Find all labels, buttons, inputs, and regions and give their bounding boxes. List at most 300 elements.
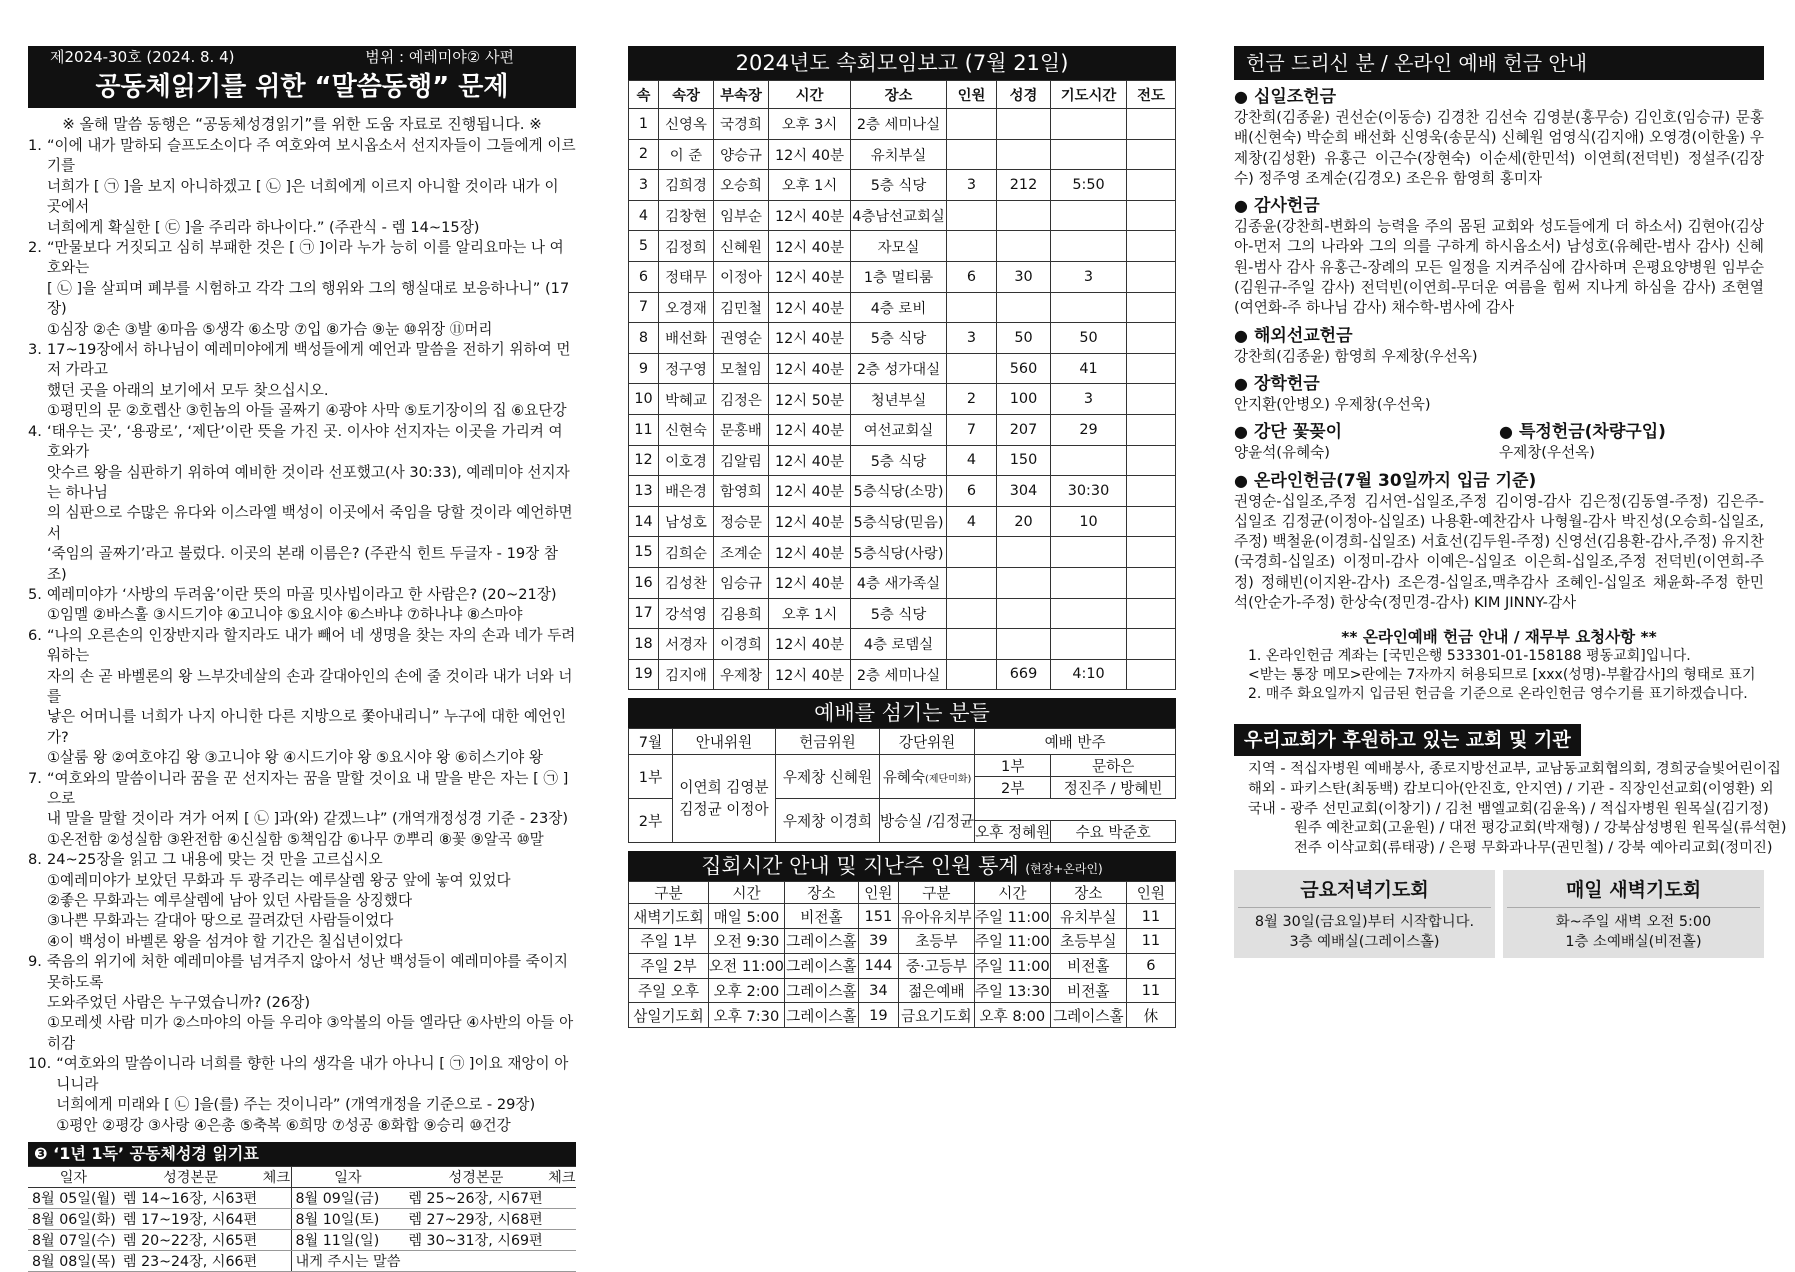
meeting-cell: 서경자 [659,629,714,660]
question-line: 내 말을 말할 것이라 겨가 어찌 [ ㉡ ]과(와) 같겠느냐” (개역개정성경 기준 - 23장) [46,810,569,828]
meeting-cell [1127,537,1176,568]
friday-prayer-box [1234,870,1495,958]
meeting-cell [1127,200,1176,231]
stats-cell: 오후 8:00 [974,1003,1050,1028]
question [28,136,576,238]
meeting-cell: 30:30 [1051,476,1127,507]
meeting-report-header [629,81,1176,109]
support-line: 전주 이삭교회(류태광) / 은평 무화과나무(권민철) / 강북 예아리교회(정미진) [1294,839,1773,856]
question-number: 10. [28,1055,52,1073]
stats-cell: 주일 11:00 [974,904,1050,929]
meeting-cell: 김희순 [659,537,714,568]
reading-header-cell: 성경본문 [404,1166,547,1187]
meeting-cell: 2층 세미나실 [851,109,947,140]
meeting-cell: 4층남선교회실 [851,200,947,231]
offering-section-heading [1234,325,1764,347]
meeting-cell [1127,598,1176,629]
meeting-cell [1051,231,1127,262]
special-donors: 우제창(우선옥) [1499,444,1595,462]
meeting-header-cell: 시간 [769,81,851,109]
service-2-label: 2부 [629,799,673,843]
stats-header-cell: 장소 [1050,882,1126,904]
special-heading-text: 특정헌금(차량구입) [1518,422,1666,443]
reading-cell: 8월 11일(일) [291,1229,404,1250]
reading-row [28,1208,576,1229]
question-line: ‘죽임의 골짜기’라고 불렀다. 이곳의 본래 이름은? (주관식 힌트 두글자 - 19장 참조) [46,545,558,583]
offering-section-heading [1234,195,1764,217]
meeting-cell: 12시 40분 [769,537,851,568]
dawn-prayer-title: 매일 새벽기도회 [1507,874,1760,908]
meeting-cell: 김지애 [659,659,714,690]
altar-name: 유혜숙 [882,769,925,787]
meeting-cell [1051,292,1127,323]
question-line: 예레미야가 ‘사방의 두려움’이란 뜻의 마골 밋사빕이라고 한 사람은? (20~21장) [46,585,557,603]
meeting-cell [1127,353,1176,384]
question-body [47,238,576,340]
meeting-cell: 우제창 [714,659,769,690]
meeting-cell: 김정은 [714,384,769,415]
meeting-cell: 12시 40분 [769,414,851,445]
question-number: 8. [28,851,42,869]
meeting-cell: 이호경 [659,445,714,476]
meeting-cell: 5 [629,231,659,262]
question-body [47,626,576,769]
meeting-report-title: 2024년도 속회모임보고 (7월 21일) [628,46,1176,80]
stats-header-cell: 구분 [898,882,974,904]
meeting-cell: 50 [1051,323,1127,354]
meeting-cell [1127,445,1176,476]
reading-check-cell[interactable] [548,1187,576,1208]
stats-cell: 비전홀 [784,904,858,929]
meeting-cell: 41 [1051,353,1127,384]
meeting-cell: 12 [629,445,659,476]
meeting-cell: 12시 50분 [769,384,851,415]
reading-cell: 내게 주시는 말씀 [291,1250,404,1271]
usher-header: 안내위원 [673,729,776,755]
meeting-cell: 5층식당(믿음) [851,506,947,537]
offering-service-2: 우제창 이경희 [776,799,880,843]
meeting-cell: 29 [1051,414,1127,445]
stats-title-note: (현장+온라인) [1025,862,1103,877]
question-body [47,585,576,626]
bullet-icon: ● [1234,87,1248,106]
reading-row [28,1250,576,1271]
reading-cell: 렘 20~22장, 시65편 [119,1229,262,1250]
reading-cell: 8월 05일(월) [28,1187,119,1208]
stats-header-cell: 장소 [784,882,858,904]
offering-section-donors: 강찬희(김종윤) 함영희 우제창(우선옥) [1234,347,1478,365]
meeting-row [629,506,1176,537]
meeting-cell: 50 [997,323,1051,354]
meeting-cell [1127,323,1176,354]
question-line: ①살룸 왕 ②여호야김 왕 ③고니야 왕 ④시드기야 왕 ⑤요시야 왕 ⑥히스기야 왕 [46,749,544,767]
meeting-cell: 669 [997,659,1051,690]
meeting-report-table [628,80,1176,690]
meeting-cell: 양승규 [714,139,769,170]
support-line: 해외 - 파키스탄(최동백) 캄보디아(안진호, 안지연) / 기관 - 직장인선교회(이영환) 외 [1248,780,1774,797]
notice-line: <받는 통장 메모>란에는 7자까지 허용되므로 [xxx(성명)-부활감사]의 형태로 표기 [1248,667,1756,684]
meeting-cell [1051,139,1127,170]
meeting-cell: 11 [629,414,659,445]
meeting-cell [1127,659,1176,690]
question-line: 도와주었던 사람은 누구였습니까? (26장) [46,994,311,1012]
meeting-cell: 김민철 [714,292,769,323]
meeting-cell [1051,567,1127,598]
reading-check-cell[interactable] [548,1250,576,1271]
meeting-cell [997,537,1051,568]
question-body [47,340,576,422]
question [28,1054,576,1136]
question [28,952,576,1054]
meeting-cell: 14 [629,506,659,537]
stats-cell: 11 [1126,929,1175,954]
meeting-cell: 12시 40분 [769,323,851,354]
meeting-cell [947,200,997,231]
meeting-cell: 12시 40분 [769,353,851,384]
reading-header-cell: 일자 [28,1166,119,1187]
altar-note: (제단미화) [925,774,972,786]
stats-cell: 19 [858,1003,898,1028]
meeting-cell: 3 [1051,261,1127,292]
reading-row [28,1229,576,1250]
question [28,585,576,626]
flower-heading [1234,421,1499,443]
meeting-cell [1127,567,1176,598]
online-heading-text: 온라인헌금(7월 30일까지 입금 기준) [1253,470,1537,491]
flower-special-row [1234,415,1764,463]
bible-quiz-column [28,46,576,1272]
stats-row [629,953,1176,978]
accompany-2-name: 정진주 / 방혜빈 [1051,777,1176,799]
reading-cell: 렘 14~16장, 시63편 [119,1187,262,1208]
meeting-cell: 150 [997,445,1051,476]
altar-header: 강단위원 [880,729,975,755]
question [28,340,576,422]
question-body [47,136,576,238]
meeting-row [629,109,1176,140]
prayer-meetings [1234,870,1764,958]
meeting-cell: 함영희 [714,476,769,507]
meeting-cell: 유치부실 [851,139,947,170]
meeting-row [629,292,1176,323]
meeting-row [629,261,1176,292]
meeting-cell [1127,476,1176,507]
meeting-cell: 국경희 [714,109,769,140]
meeting-cell: 560 [997,353,1051,384]
question-line: [ ㉡ ]을 살피며 폐부를 시험하고 각각 그의 행위와 그의 행실대로 보응하나니” (17장) [46,279,570,318]
meeting-cell: 8 [629,323,659,354]
stats-cell: 젊은예배 [898,978,974,1003]
meeting-cell: 7 [629,292,659,323]
reading-plan-header [28,1166,576,1187]
stats-cell: 주일 2부 [629,953,709,978]
meeting-cell: 4층 로비 [851,292,947,323]
meeting-cell: 12시 40분 [769,231,851,262]
meeting-row [629,414,1176,445]
meeting-row [629,445,1176,476]
meeting-row [629,476,1176,507]
question-number: 1. [28,137,42,154]
meeting-cell: 12시 40분 [769,629,851,660]
question-line: 낳은 어머니를 너희가 나지 아니한 다른 지방으로 쫓아내리니” 누구에 대한 예언인가? [46,708,567,746]
reading-cell: 렘 17~19장, 시64편 [119,1208,262,1229]
stats-cell: 34 [858,978,898,1003]
meeting-cell: 7 [947,414,997,445]
meeting-cell: 정태무 [659,261,714,292]
stats-cell: 주일 13:30 [974,978,1050,1003]
meeting-cell: 오후 3시 [769,109,851,140]
question-line: ①예레미야가 보았던 무화과 두 광주리는 예루살렘 왕궁 앞에 놓여 있었다 [46,871,511,889]
question-number: 5. [28,585,42,603]
meeting-header-cell: 장소 [851,81,947,109]
meeting-cell [1127,109,1176,140]
meeting-cell: 207 [997,414,1051,445]
offering-section-title: 해외선교헌금 [1253,325,1353,346]
meeting-cell: 12시 40분 [769,659,851,690]
reading-check-cell[interactable] [262,1250,291,1271]
meeting-cell: 정승문 [714,506,769,537]
meeting-row [629,659,1176,690]
question-line: ②좋은 무화과는 예루살렘에 남아 있던 사람들을 상징했다 [46,892,413,910]
offering-section-title: 감사헌금 [1253,196,1320,217]
dawn-prayer-box [1503,870,1764,958]
meeting-row [629,384,1176,415]
offering-section-heading [1234,86,1764,108]
reading-cell: 렘 25~26장, 시67편 [404,1187,547,1208]
meeting-cell: 2층 성가대실 [851,353,947,384]
stats-cell: 休 [1126,1003,1175,1028]
meeting-cell: 12시 40분 [769,476,851,507]
bullet-icon: ● [1234,422,1248,442]
reading-cell: 8월 09일(금) [291,1187,404,1208]
reading-header-cell: 일자 [291,1166,404,1187]
meeting-cell [1051,629,1127,660]
meeting-row [629,323,1176,354]
meeting-cell: 1층 멀티룸 [851,261,947,292]
stats-cell: 새벽기도회 [629,904,709,929]
meeting-cell [997,629,1051,660]
friday-prayer-date: 8월 30일(금요일)부터 시작합니다. [1254,914,1475,931]
meeting-header-cell: 성경 [997,81,1051,109]
accompany-header: 예배 반주 [975,729,1176,755]
meeting-cell: 문홍배 [714,414,769,445]
meeting-cell: 12시 40분 [769,567,851,598]
online-heading [1234,470,1764,492]
question-line: 17~19장에서 하나님이 예레미야에게 백성들에게 예언과 말씀을 전하기 위하여 먼저 가라고 [46,341,571,379]
stats-cell: 주일 오후 [629,978,709,1003]
stats-cell: 매일 5:00 [709,904,785,929]
meeting-header-cell: 기도시간 [1051,81,1127,109]
stats-header [629,882,1176,904]
question-line: ①온전함 ②성실함 ③완전함 ④신실함 ⑤책임감 ⑥나무 ⑦뿌리 ⑧꽃 ⑨알곡 ⑩말 [46,830,544,848]
meeting-cell: 5층 식당 [851,323,947,354]
reading-header-cell: 체크 [262,1166,291,1187]
stats-cell: 유치부실 [1050,904,1126,929]
reading-scope: 범위 : 예레미야② 사편 [365,48,514,66]
accompany-1-name: 문하은 [1051,755,1176,777]
reading-check-cell[interactable] [548,1229,576,1250]
offering-title: 헌금 드리신 분 / 온라인 예배 헌금 안내 [1234,46,1764,80]
meeting-cell: 이경희 [714,629,769,660]
bullet-icon: ● [1499,422,1513,442]
meeting-cell: 30 [997,261,1051,292]
meeting-cell: 2 [629,139,659,170]
reading-check-cell[interactable] [262,1208,291,1229]
meeting-cell [947,629,997,660]
reading-check-cell[interactable] [262,1229,291,1250]
reading-plan-title: ❸ ‘1년 1독’ 공동체성경 읽기표 [28,1142,576,1166]
quiz-title: 공동체읽기를 위한 “말씀동행” 문제 [28,68,576,108]
reading-check-cell[interactable] [548,1208,576,1229]
question-line: ①평민의 문 ②호렙산 ③힌놈의 아들 골짜기 ④광야 사막 ⑤토기장이의 집 ⑥요단강 [46,402,567,420]
offering-section-donors: 강찬희(김종윤) 권선순(이동승) 김경찬 김선숙 김영분(홍무승) 김인호(임승규) 문홍배(신현숙) 박순희 배선화 신영욱(송문식) 신혜원 엄영식(김지애) 오영경(이한울) 우제창(김성환) 유홍근 이근수(장현숙) 이순세(한민석) 이연희(전덕빈) 정설주(김장수) 정주영 조계순(김경오) 조은유 함영희 홍미자 [1234,109,1764,187]
issue-number: 제2024-30호 (2024. 8. 4) [50,48,235,66]
meeting-cell: 17 [629,598,659,629]
altar-service-2: 방승실 /김정균 [880,799,975,843]
bullet-icon: ● [1234,470,1248,490]
offering-section-donors: 안지환(안병오) 우제창(우선욱) [1234,395,1431,413]
question-body [47,952,576,1054]
meeting-cell: 김창현 [659,200,714,231]
meeting-cell [947,537,997,568]
meeting-cell [1051,598,1127,629]
stats-cell: 주일 1부 [629,929,709,954]
meeting-cell: 신혜원 [714,231,769,262]
meeting-cell: 3 [1051,384,1127,415]
question [28,769,576,851]
meeting-cell: 212 [997,170,1051,201]
meeting-header-cell: 부속장 [714,81,769,109]
question-line: “여호와의 말씀이니라 꿈을 꾼 선지자는 꿈을 말할 것이요 내 말을 받은 자는 [ ㉠ ]으로 [46,769,569,807]
meeting-cell: 오후 1시 [769,170,851,201]
meeting-cell: 강석영 [659,598,714,629]
question-line: “이에 내가 말하되 슬프도소이다 주 여호와여 보시옵소서 선지자들이 그들에게 이르기를 [46,137,576,175]
support-line: 원주 예찬교회(고윤원) / 대전 평강교회(박재형) / 강북삼성병원 원목실(류석현) [1294,820,1787,837]
meeting-cell: 4 [947,445,997,476]
meeting-cell: 4층 새가족실 [851,567,947,598]
stats-cell: 주일 11:00 [974,953,1050,978]
meeting-cell: 신영옥 [659,109,714,140]
meeting-cell [997,200,1051,231]
meeting-cell [947,353,997,384]
accompany-1-label: 1부 [975,755,1051,777]
meeting-cell [1127,231,1176,262]
meeting-row [629,231,1176,262]
stats-cell: 11 [1126,978,1175,1003]
meeting-row [629,200,1176,231]
reading-cell: 8월 08일(목) [28,1250,119,1271]
meeting-cell: 16 [629,567,659,598]
stats-cell: 삼일기도회 [629,1003,709,1028]
question-line: 너희에게 확실한 [ ㉢ ]을 주리라 하나이다.” (주관식 - 렘 14~15장) [46,218,480,236]
meeting-cell: 2 [947,384,997,415]
meeting-cell: 권영순 [714,323,769,354]
meeting-cell: 이 준 [659,139,714,170]
question-line: ‘태우는 곳’, ‘용광로’, ‘제단’이란 뜻을 가진 곳. 이사야 선지자는 이곳을 가리켜 여호와가 [46,422,563,461]
meeting-cell: 조계순 [714,537,769,568]
stats-row [629,1003,1176,1028]
stats-cell: 11 [1126,904,1175,929]
meeting-cell: 박혜교 [659,384,714,415]
bullet-icon: ● [1234,325,1248,345]
question [28,850,576,952]
notice-line: 2. 매주 화요일까지 입금된 헌금을 기준으로 온라인헌금 영수기를 표기하겠습니다. [1248,686,1748,703]
question-line: 죽음의 위기에 처한 예레미야를 넘겨주지 않아서 성난 백성들이 예레미야를 죽이지 못하도록 [46,953,569,991]
stats-header-cell: 인원 [1126,882,1175,904]
question-number: 4. [28,422,42,440]
question-line: 앗수르 왕을 심판하기 위하여 예비한 것이라 선포했고(사 30:33), 예레미야 선지자는 하나님 [46,463,570,501]
meeting-cell: 2층 세미나실 [851,659,947,690]
meeting-cell [947,567,997,598]
special-heading [1499,421,1764,443]
meeting-cell: 4:10 [1051,659,1127,690]
meeting-cell: 5층 식당 [851,445,947,476]
question [28,626,576,769]
meeting-cell: 12시 40분 [769,506,851,537]
meeting-column [628,46,1176,1028]
question-line: 24~25장을 읽고 그 내용에 맞는 것 만을 고르십시오 [46,851,383,869]
meeting-cell: 김용희 [714,598,769,629]
support-line: 지역 - 적십자병원 예배봉사, 종로지방선교부, 교남동교회협의회, 경희궁슬빛어린이집 [1248,761,1781,778]
meeting-cell: 임부순 [714,200,769,231]
dawn-prayer-time: 화~주일 새벽 오전 5:00 [1555,914,1712,931]
quiz-intro: ※ 올해 말씀 동행은 “공동체성경읽기”를 위한 도움 자료로 진행됩니다. ※ [62,115,542,133]
reading-plan-table [28,1166,576,1272]
question-line: “만물보다 거짓되고 심히 부패한 것은 [ ㉠ ]이라 누가 능히 이를 알리요마는 나 여호와는 [46,239,564,277]
meeting-cell: 12시 40분 [769,445,851,476]
meeting-cell [1127,170,1176,201]
offering-service-1: 우제창 신혜원 [776,755,880,799]
support-line: 국내 - 광주 선민교회(이창기) / 김천 뱀엘교회(김윤옥) / 적십자병원 원목실(김기정) [1248,800,1769,817]
friday-prayer-title: 금요저녁기도회 [1238,874,1491,908]
stats-cell: 주일 11:00 [974,929,1050,954]
issue-bar [28,46,576,68]
meeting-cell [947,659,997,690]
online-notice-title: ** 온라인예배 헌금 안내 / 재무부 요청사항 ** [1341,628,1657,647]
reading-cell: 8월 10일(토) [291,1208,404,1229]
meeting-cell: 오승희 [714,170,769,201]
meeting-cell: 10 [629,384,659,415]
meeting-cell [1051,200,1127,231]
reading-cell: 렘 23~24장, 시66편 [119,1250,262,1271]
worship-servants-table [628,728,1176,843]
meeting-row [629,567,1176,598]
meeting-cell: 5:50 [1051,170,1127,201]
month-header: 7월 [629,729,673,755]
question-number: 2. [28,239,42,257]
question-line: ①평안 ②평강 ③사랑 ④은총 ⑤축복 ⑥희망 ⑦성공 ⑧화합 ⑨승리 ⑩건강 [56,1116,511,1134]
meeting-cell: 4층 로뎀실 [851,629,947,660]
stats-cell: 유아유치부 [898,904,974,929]
meeting-row [629,629,1176,660]
reading-check-cell[interactable] [262,1187,291,1208]
meeting-cell: 6 [629,261,659,292]
meeting-cell: 13 [629,476,659,507]
stats-cell: 그레이스홀 [1050,1003,1126,1028]
meeting-row [629,537,1176,568]
meeting-cell [997,567,1051,598]
reading-header-cell: 체크 [548,1166,576,1187]
meeting-cell: 정구영 [659,353,714,384]
reading-row [28,1187,576,1208]
question-body [47,769,576,851]
flower-heading-text: 강단 꽃꽂이 [1253,422,1342,443]
question-line: 의 심판으로 수많은 유다와 이스라엘 백성이 이곳에서 죽임을 당할 것이라 예언하면서 [46,504,573,542]
meeting-cell: 304 [997,476,1051,507]
meeting-cell: 남성호 [659,506,714,537]
meeting-cell: 자모실 [851,231,947,262]
service-1-label: 1부 [629,755,673,799]
